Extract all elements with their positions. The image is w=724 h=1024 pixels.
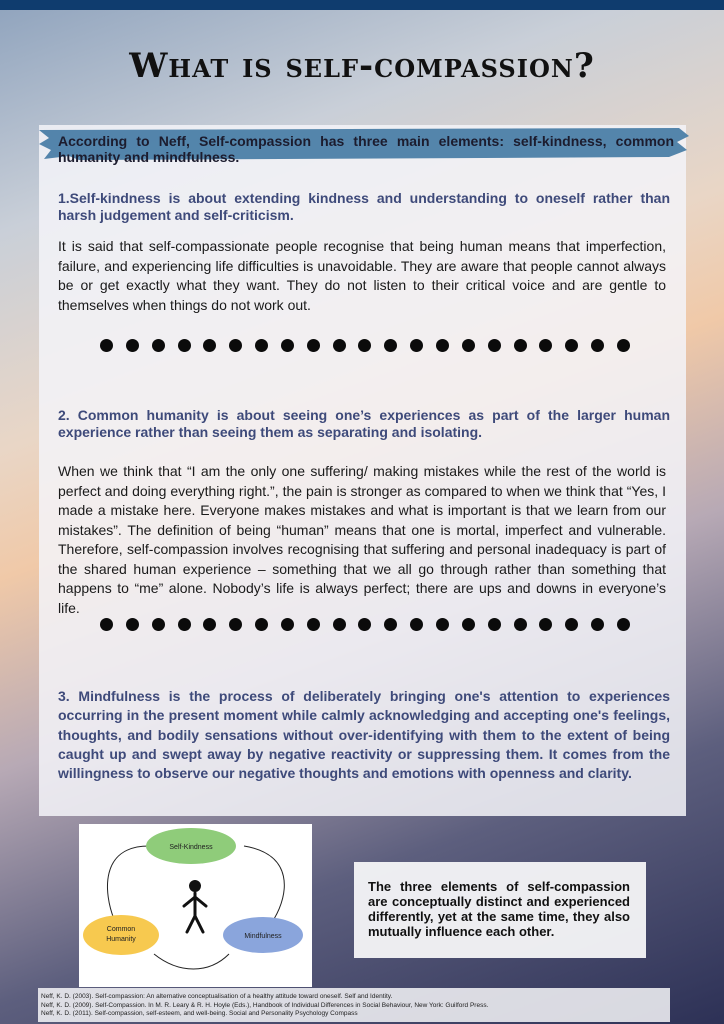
common-humanity-body: When we think that “I am the only one suffering/ making mistakes while the rest of the world is perfect and doing everything right.”, the pain is stronger as compared to when we think that “Yes, I made a mistake here. Everyone makes mistakes and what is important is that we learn from our mistakes”. The definition of being “human” means that one is mortal, imperfect and vulnerable. Therefore, self-compassion involves recognising that suffering and personal inadequacy is part of the shared human experience – something that we all go through rather than something that happens to “me” alone. Nobody’s life is always perfect; there are ups and downs in everyone’s life. xyxy=(58,463,666,616)
dot-divider xyxy=(100,618,630,632)
reference-item: Neff, K. D. (2009). Self-Compassion. In M. R. Leary & R. H. Hoyle (Eds.), Handbook of Individual Differences in Social Behaviour, New York: Guilford Press. xyxy=(41,1001,489,1009)
common-humanity-label-line1: Common xyxy=(106,926,136,933)
mindfulness-heading: 3. Mindfulness is the process of deliberately bringing one's attention to experiences occurring in the present moment while calmly acknowledging and accepting one's feelings, thoughts, and bodily sensations without over-identifying with them to the extent of being caught up and swept away by negative reactivity or suppressing them. It comes from the willingness to observe our negative thoughts and emotions with openness and clarity. xyxy=(58,688,670,782)
reference-item: Neff, K. D. (2003). Self-compassion: An alternative conceptualisation of a healthy attitude toward oneself. Self and Identity. xyxy=(41,993,393,1000)
dot-divider xyxy=(100,339,630,353)
common-humanity-label-line2: Humanity xyxy=(106,936,136,943)
self-kindness-heading: 1.Self-kindness is about extending kindness and understanding to oneself rather than harsh judgement and self-criticism. xyxy=(58,190,670,223)
person-icon xyxy=(184,880,206,932)
common-humanity-node xyxy=(83,915,159,955)
three-elements-diagram xyxy=(79,824,312,987)
references xyxy=(38,988,670,1022)
page-title: What is self-compassion? xyxy=(129,46,595,86)
summary-text: The three elements of self-compassion are conceptually distinct and experienced differently, yet at the same time, they also mutually influence each other. xyxy=(368,879,630,939)
common-humanity-heading: 2. Common humanity is about seeing one’s experiences as part of the larger human experience rather than seeing them as separating and isolating. xyxy=(58,407,670,440)
self-kindness-label: Self-Kindness xyxy=(169,844,213,851)
mindfulness-label: Mindfulness xyxy=(244,933,282,940)
summary-box xyxy=(354,862,646,958)
self-kindness-body: It is said that self-compassionate people recognise that being human means that imperfection, failure, and experiencing life difficulties is unavoidable. They are aware that people cannot always be or get exactly what they want. They do not listen to their critical voice and are gentle to themselves when things do not work out. xyxy=(58,238,666,313)
intro-text: According to Neff, Self-compassion has three main elements: self-kindness, common humanity and mindfulness. xyxy=(58,133,674,165)
top-bar xyxy=(0,0,724,10)
reference-item: Neff, K. D. (2011). Self-compassion, self-esteem, and well-being. Social and Personality Psychology Compass xyxy=(41,1010,358,1017)
